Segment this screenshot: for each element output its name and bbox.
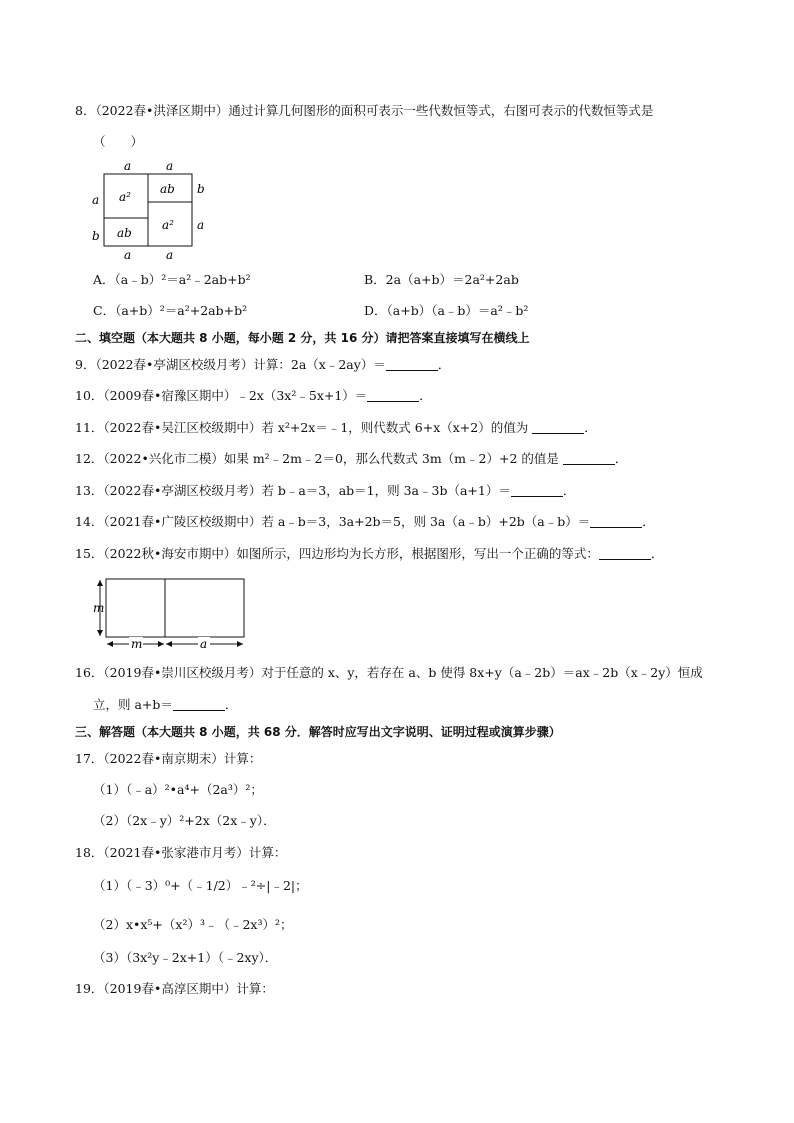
q11-period: ． — [584, 420, 597, 435]
q14-text: 若 a﹣b＝3，3a+2b＝5，则 3a（a﹣b）+2b（a﹣b）＝ — [261, 514, 591, 529]
q8-cell-label-a2-left: a² — [119, 190, 131, 204]
q8-stem: 通过计算几何图形的面积可表示一些代数恒等式，右图可表示的代数恒等式是 — [228, 103, 654, 118]
q9-source: 9．（2022春•亭湖区校级月考） — [75, 357, 254, 372]
q15-br-arrow-left — [166, 641, 172, 647]
q15-rectangle — [106, 579, 244, 637]
q18 — [75, 845, 286, 861]
q9-period: ． — [437, 357, 451, 372]
q15-period: ． — [650, 546, 664, 561]
q8-paren: （ ） — [93, 134, 144, 149]
q13-period: ． — [562, 483, 576, 498]
q10-answer-blank[interactable] — [367, 389, 419, 402]
q10-period: ． — [419, 388, 432, 403]
q8-source: 8．（2022春•洪泽区期中） — [75, 103, 229, 118]
q12-period: ． — [614, 451, 628, 466]
q14-answer-blank[interactable] — [590, 515, 642, 528]
q10 — [75, 388, 432, 404]
q8-top-label-2: a — [166, 159, 174, 173]
q8-top-label-1: a — [124, 159, 132, 173]
q11-text: 若 x²+2x＝﹣1，则代数式 6+x（x+2）的值为 — [261, 420, 529, 435]
q18-item-1: （1）（﹣3）⁰+（﹣1/2）﹣²÷|﹣2|； — [93, 878, 308, 893]
q16-source: 16．（2019春•崇川区校级月考） — [75, 665, 262, 680]
q13-text: 若 b﹣a＝3，ab＝1，则 3a﹣3b（a+1）＝ — [261, 483, 511, 498]
q18-text: 计算： — [248, 845, 287, 860]
q17-text: 计算： — [223, 751, 262, 766]
q16-answer-blank[interactable] — [173, 698, 225, 711]
q8-cell-label-a2-right: a² — [162, 218, 174, 232]
q18-source: 18．（2021春•张家港市月考） — [75, 845, 249, 860]
q19-source: 19．（2019春•高淳区期中） — [75, 981, 237, 996]
q14-period: ． — [642, 514, 655, 529]
q12 — [75, 451, 627, 467]
q16-text2: 立，则 a+b＝ — [93, 697, 173, 712]
q15-side-arrow-top — [97, 580, 103, 586]
section2-title: 二、填空题（本大题共 8 小题，每小题 2 分，共 16 分）请把答案直接填写在横线上 — [75, 331, 530, 345]
q15-figure — [90, 574, 250, 652]
q11-answer-blank[interactable] — [532, 421, 584, 434]
q8-option-d[interactable]: D．（a+b）（a﹣b）＝a²﹣b² — [364, 303, 529, 318]
q8-bottom-label-1: a — [124, 248, 132, 262]
q17-item-2: （2）（2x﹣y）²+2x（2x﹣y）． — [93, 813, 276, 828]
section3-title: 三、解答题（本大题共 8 小题，共 68 分．解答时应写出文字说明、证明过程或演算步骤） — [75, 725, 561, 739]
q17 — [75, 751, 261, 767]
q9-text: 计算：2a（x﹣2ay）＝ — [253, 357, 386, 372]
q16-line2 — [93, 697, 237, 713]
q8-figure — [86, 156, 216, 264]
q15-bottom-left-label: m — [131, 637, 143, 651]
q15-bottom-right-label: a — [200, 637, 208, 651]
q19 — [75, 981, 274, 997]
q8-cell-label-ab-right: ab — [160, 182, 175, 196]
q8-bottom-label-2: a — [166, 248, 174, 262]
q13-answer-blank[interactable] — [511, 484, 563, 497]
q8-option-a[interactable]: A．（a﹣b）²＝a²﹣2ab+b² — [93, 272, 251, 287]
q8-line1 — [75, 103, 653, 119]
q12-answer-blank[interactable] — [563, 452, 615, 465]
q8-right-label-2: a — [197, 218, 205, 232]
q10-text: ﹣2x（3x²﹣5x+1）＝ — [236, 388, 368, 403]
q14 — [75, 514, 655, 530]
q15-answer-blank[interactable] — [599, 547, 651, 560]
q9-answer-blank[interactable] — [386, 358, 438, 371]
q15 — [75, 546, 663, 562]
q15-bl-arrow-left — [107, 641, 113, 647]
q8-left-label-2: b — [92, 229, 100, 243]
q10-source: 10．（2009春•宿豫区期中） — [75, 388, 237, 403]
q12-source: 12．（2022•兴化市二模） — [75, 451, 224, 466]
q12-text: 如果 m²﹣2m﹣2＝0，那么代数式 3m（m﹣2）+2 的值是 — [223, 451, 559, 466]
q13 — [75, 483, 575, 499]
q8-option-c[interactable]: C．（a+b）²＝a²+2ab+b² — [93, 303, 248, 318]
q13-source: 13．（2022春•亭湖区校级月考） — [75, 483, 262, 498]
q9 — [75, 357, 450, 373]
q8-right-label-1: b — [197, 182, 205, 196]
q8-option-b[interactable]: B．2a（a+b）＝2a²+2ab — [364, 272, 519, 287]
q8-cell-label-ab-left: ab — [117, 226, 132, 240]
q15-side-arrow-bottom — [97, 630, 103, 636]
q11 — [75, 420, 597, 436]
q15-text: 如图所示，四边形均为长方形，根据图形，写出一个正确的等式： — [236, 546, 599, 561]
q14-source: 14．（2021春•广陵区校级期中） — [75, 514, 262, 529]
q17-item-1: （1）（﹣a）²•a⁴+（2a³）²； — [93, 782, 263, 797]
q17-source: 17．（2022春•南京期末） — [75, 751, 224, 766]
q15-side-label: m — [93, 601, 105, 615]
q18-item-2: （2）x•x⁵+（x²）³﹣（﹣2x³）²； — [93, 917, 293, 932]
q15-source: 15．（2022秋•海安市期中） — [75, 546, 237, 561]
q16-text: 对于任意的 x、y，若存在 a、b 使得 8x+y（a﹣2b）＝ax﹣2b（x﹣2y）恒成 — [261, 665, 703, 680]
q11-source: 11．（2022春•吴江区校级期中） — [75, 420, 262, 435]
q8-left-label-1: a — [92, 193, 100, 207]
q15-br-arrow-right — [237, 641, 243, 647]
q18-item-3: （3）（3x²y﹣2x+1）（﹣2xy）． — [93, 950, 278, 965]
q16-period: ． — [224, 697, 238, 712]
q15-bl-arrow-right — [158, 641, 164, 647]
q19-text: 计算： — [236, 981, 274, 996]
q16-line1 — [75, 665, 703, 681]
